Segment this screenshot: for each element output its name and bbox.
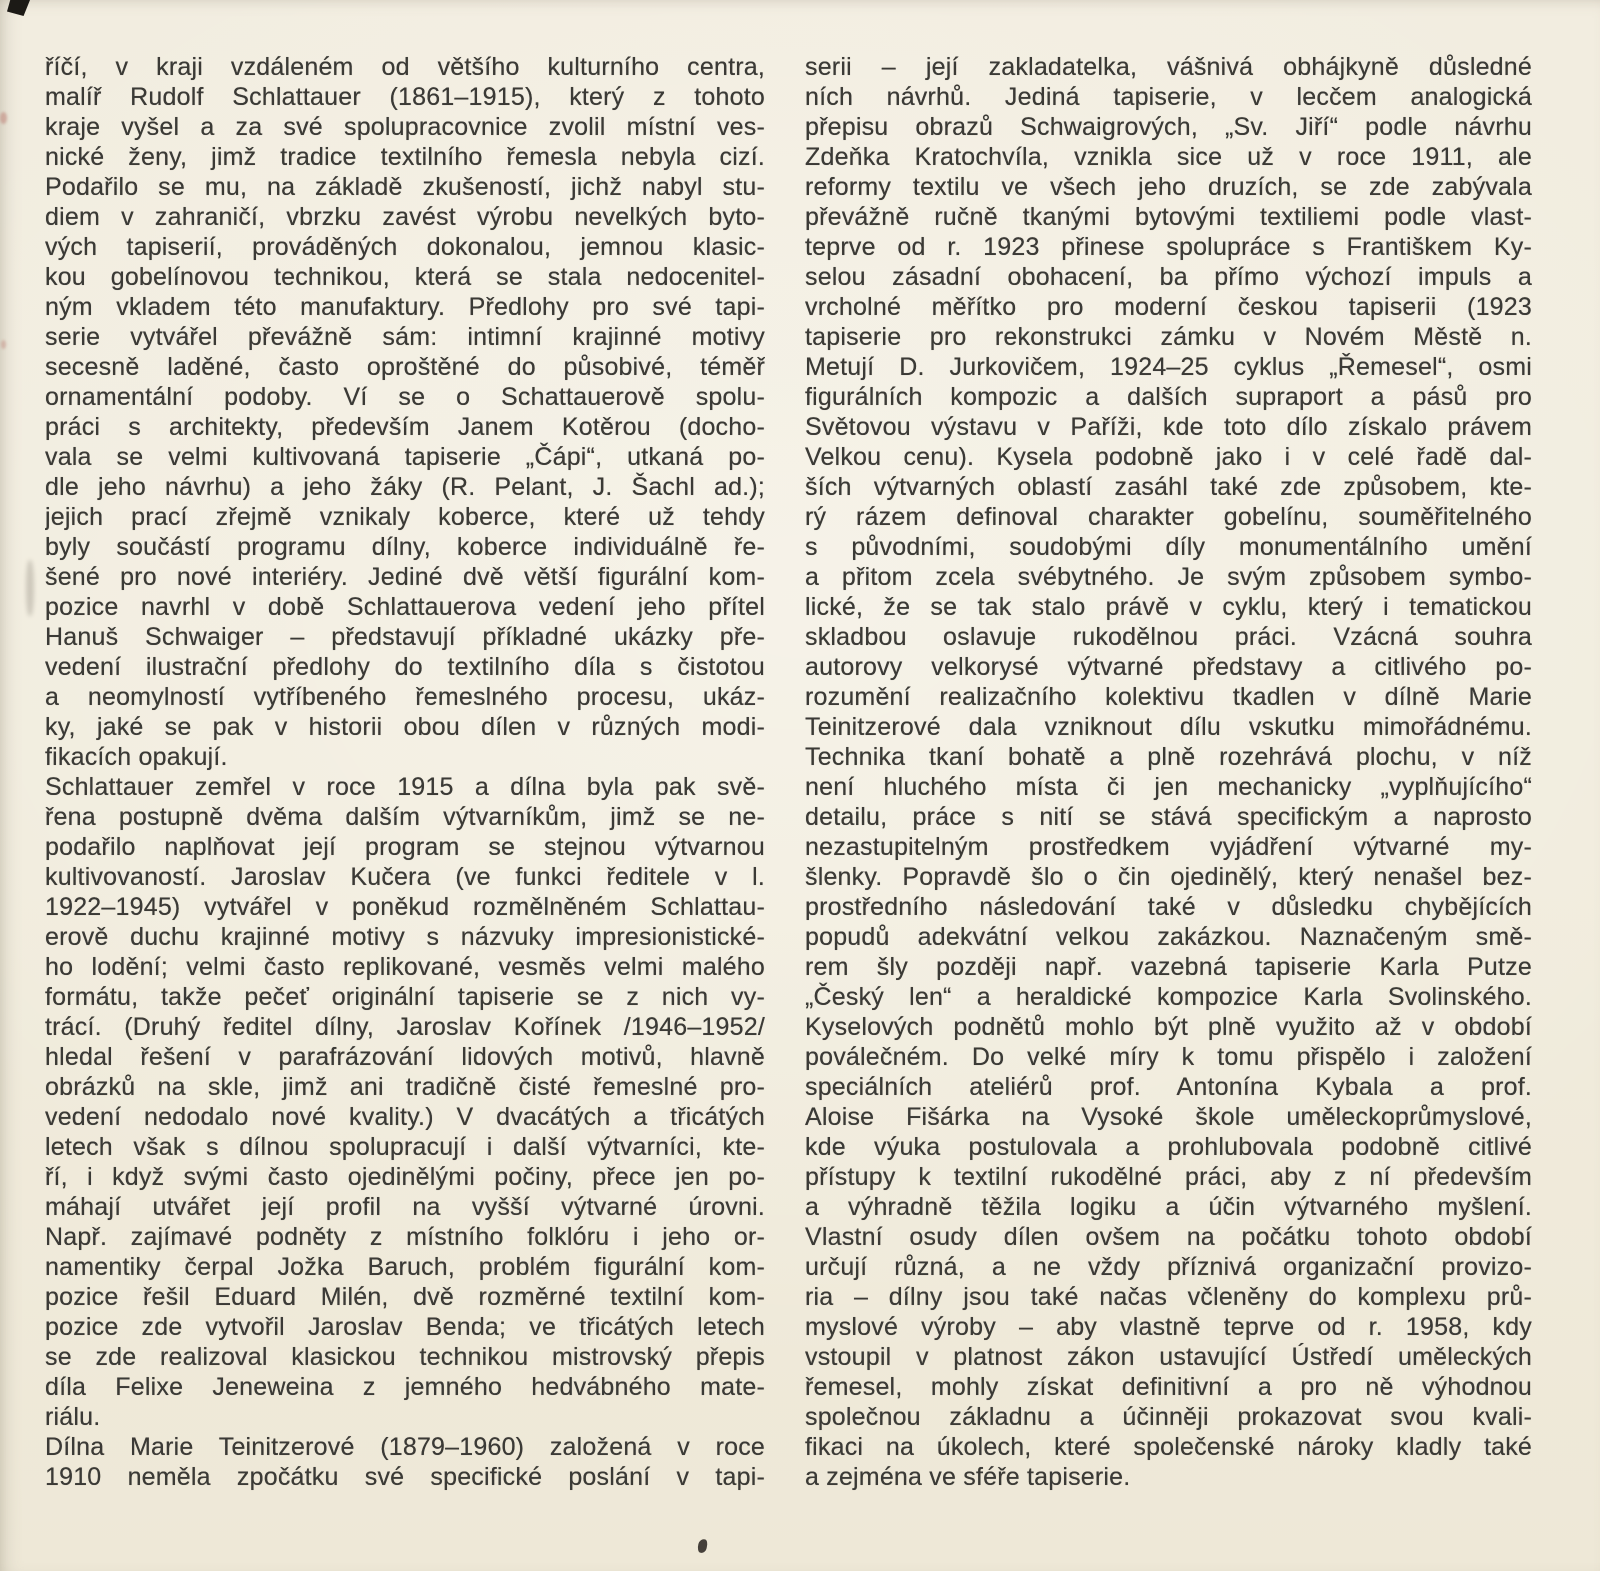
- text-line: 1910 neměla zpočátku své specifické poslání v tapi-: [45, 1463, 765, 1491]
- text-line: Technika tkaní bohatě a plně rozehrává plochu, v níž: [805, 743, 1532, 771]
- text-line: obrázků na skle, jimž ani tradičně čisté řemeslné pro-: [45, 1073, 765, 1101]
- text-line: Metují D. Jurkovičem, 1924–25 cyklus „Řemesel“, osmi: [805, 353, 1532, 381]
- text-line: prostředního následování také v důsledku chybějících: [805, 893, 1532, 921]
- text-line: selou zásadní obohacení, ba přímo výchozí impuls a: [805, 263, 1532, 291]
- left-text-column: [45, 52, 765, 1492]
- text-line: secesně laděné, často oproštěné do působivé, téměř: [45, 353, 765, 381]
- scan-smudge-artifact: [26, 560, 34, 616]
- text-line: a zejména ve sféře tapiserie.: [805, 1463, 1131, 1491]
- text-line: poválečném. Do velké míry k tomu přispělo i založení: [805, 1043, 1532, 1071]
- text-line: riálu.: [45, 1403, 101, 1431]
- text-line: podařilo naplňovat její program se stejnou výtvarnou: [45, 833, 765, 861]
- text-line: rý rázem definoval charakter gobelínu, souměřitelného: [805, 503, 1532, 531]
- text-line: speciálních ateliérů prof. Antonína Kybala a prof.: [805, 1073, 1532, 1101]
- text-line: Světovou výstavu v Paříži, kde toto dílo získalo právem: [805, 413, 1532, 441]
- text-line: ších výtvarných oblastí zasáhl také zde způsobem, kte-: [805, 473, 1532, 501]
- text-line: fikaci na úkolech, které společenské nároky kladly také: [805, 1433, 1532, 1461]
- text-line: Dílna Marie Teinitzerové (1879–1960) založená v roce: [45, 1433, 765, 1461]
- text-line: a výhradně těžila logiku a účin výtvarného myšlení.: [805, 1193, 1532, 1221]
- text-line: erově duchu krajinné motivy s názvuky impresionistické-: [45, 923, 765, 951]
- text-line: 1922–1945) vytvářel v poněkud rozmělněném Schlattau-: [45, 893, 765, 921]
- scan-corner-artifact: [7, 0, 30, 16]
- text-line: tapiserie pro rekonstrukci zámku v Novém Městě n.: [805, 323, 1532, 351]
- text-line: máhají utvářet její profil na vyšší výtvarné úrovni.: [45, 1193, 765, 1221]
- text-line: lické, že se tak stalo právě v cyklu, který i tematickou: [805, 593, 1532, 621]
- text-line: díla Felixe Jeneweina z jemného hedvábného mate-: [45, 1373, 765, 1401]
- text-line: ným vkladem této manufaktury. Předlohy pro své tapi-: [45, 293, 765, 321]
- right-text-column: [805, 52, 1532, 1492]
- text-line: letech však s dílnou spolupracují i další výtvarníci, kte-: [45, 1133, 765, 1161]
- text-line: detailu, práce s nití se stává specifickým a naprosto: [805, 803, 1532, 831]
- text-line: Schlattauer zemřel v roce 1915 a dílna byla pak svě-: [45, 773, 765, 801]
- text-line: kou gobelínovou technikou, která se stala nedocenitel-: [45, 263, 765, 291]
- text-line: ria – dílny jsou také načas včleněny do komplexu prů-: [805, 1283, 1532, 1311]
- text-line: trácí. (Druhý ředitel dílny, Jaroslav Kořínek /1946–1952/: [45, 1013, 765, 1041]
- text-line: Aloise Fišárka na Vysoké škole uměleckoprůmyslové,: [805, 1103, 1532, 1131]
- text-line: figurálních kompozic a dalších supraport a pásů pro: [805, 383, 1532, 411]
- text-line: fikacích opakují.: [45, 743, 228, 771]
- text-line: není hluchého místa či jen mechanicky „vyplňujícího“: [805, 773, 1532, 801]
- text-line: Teinitzerové dala vzniknout dílu vskutku mimořádnému.: [805, 713, 1532, 741]
- text-line: vala se velmi kultivovaná tapiserie „Čápi“, utkaná po-: [45, 443, 765, 471]
- text-line: řemesel, mohly získat definitivní a pro ně výhodnou: [805, 1373, 1532, 1401]
- text-line: a neomylností vytříbeného řemeslného procesu, ukáz-: [45, 683, 765, 711]
- text-line: přístupy k textilní rukodělné práci, aby z ní především: [805, 1163, 1532, 1191]
- text-line: určují různá, a ne vždy příznivá organizační provizo-: [805, 1253, 1532, 1281]
- text-line: ornamentální podoby. Ví se o Schattauerově spolu-: [45, 383, 765, 411]
- text-line: teprve od r. 1923 přinese spolupráce s Františkem Ky-: [805, 233, 1532, 261]
- text-line: namentiky čerpal Jožka Baruch, problém figurální kom-: [45, 1253, 765, 1281]
- text-line: pozice zde vytvořil Jaroslav Benda; ve třicátých letech: [45, 1313, 765, 1341]
- text-line: s původními, soudobými díly monumentálního umění: [805, 533, 1532, 561]
- two-column-text-block: [45, 52, 1532, 1492]
- text-line: vedení ilustrační předlohy do textilního díla s čistotou: [45, 653, 765, 681]
- text-line: formátu, takže pečeť originální tapiserie se z nich vy-: [45, 983, 765, 1011]
- text-line: rem šly později např. vazebná tapiserie Karla Putze: [805, 953, 1532, 981]
- ink-speck-artifact: [696, 1538, 708, 1554]
- text-line: „Český len“ a heraldické kompozice Karla Svolinského.: [805, 983, 1532, 1011]
- text-line: vstoupil v platnost zákon ustavující Ústředí uměleckých: [805, 1343, 1532, 1371]
- text-line: vých tapiserií, prováděných dokonalou, jemnou klasic-: [45, 233, 765, 261]
- text-line: serie vytvářel převážně sám: intimní krajinné motivy: [45, 323, 765, 351]
- text-line: šlenky. Popravdě šlo o čin ojedinělý, který nenašel bez-: [805, 863, 1532, 891]
- text-line: řena postupně dvěma dalším výtvarníkům, jimž se ne-: [45, 803, 765, 831]
- text-line: převážně ručně tkanými bytovými textiliemi podle vlast-: [805, 203, 1532, 231]
- text-line: nické ženy, jimž tradice textilního řemesla nebyla cizí.: [45, 143, 765, 171]
- text-line: Velkou cenu). Kysela podobně jako i v celé řadě dal-: [805, 443, 1532, 471]
- text-line: serii – její zakladatelka, vášnivá obhájkyně důsledné: [805, 53, 1532, 81]
- text-line: ky, jaké se pak v historii obou dílen v různých modi-: [45, 713, 765, 741]
- text-line: pozice navrhl v době Schlattauerova vedení jeho přítel: [45, 593, 765, 621]
- text-line: pozice řešil Eduard Milén, dvě rozměrné textilní kom-: [45, 1283, 765, 1311]
- text-line: autorovy velkorysé výtvarné představy a citlivého po-: [805, 653, 1532, 681]
- text-line: vrcholné měřítko pro moderní českou tapiserii (1923: [805, 293, 1532, 321]
- text-line: ří, i když svými často ojedinělými počiny, přece jen po-: [45, 1163, 765, 1191]
- text-line: byly součástí programu dílny, koberce individuálně ře-: [45, 533, 765, 561]
- text-line: hledal řešení v parafrázování lidových motivů, hlavně: [45, 1043, 765, 1071]
- text-line: dle jeho návrhu) a jeho žáky (R. Pelant, J. Šachl ad.);: [45, 473, 765, 501]
- text-line: kde výuka postulovala a prohlubovala podobně citlivé: [805, 1133, 1532, 1161]
- text-line: se zde realizoval klasickou technikou mistrovský přepis: [45, 1343, 765, 1371]
- text-line: popudů adekvátní velkou zakázkou. Naznačeným smě-: [805, 923, 1532, 951]
- text-line: kraje vyšel a za své spolupracovnice zvolil místní ves-: [45, 113, 765, 141]
- text-line: malíř Rudolf Schlattauer (1861–1915), který z tohoto: [45, 83, 765, 111]
- text-line: Vlastní osudy dílen ovšem na počátku tohoto období: [805, 1223, 1532, 1251]
- paper-speck-artifact: [1, 340, 6, 349]
- text-line: a přitom zcela svébytného. Je svým způsobem symbo-: [805, 563, 1532, 591]
- text-line: šené pro nové interiéry. Jediné dvě větší figurální kom-: [45, 563, 765, 591]
- text-line: skladbou oslavuje rukodělnou práci. Vzácná souhra: [805, 623, 1532, 651]
- text-line: Kyselových podnětů mohlo být plně využito až v období: [805, 1013, 1532, 1041]
- text-line: nezastupitelným prostředkem vyjádření výtvarné my-: [805, 833, 1532, 861]
- text-line: ních návrhů. Jediná tapiserie, v lecčem analogická: [805, 83, 1532, 111]
- text-line: vedení nedodalo nové kvality.) V dvacátých a třicátých: [45, 1103, 765, 1131]
- text-line: rozumění realizačního kolektivu tkadlen v dílně Marie: [805, 683, 1532, 711]
- text-line: Hanuš Schwaiger – představují příkladné ukázky pře-: [45, 623, 765, 651]
- text-line: ho lodění; velmi často replikované, vesměs velmi malého: [45, 953, 765, 981]
- text-line: Zdeňka Kratochvíla, vznikla sice už v roce 1911, ale: [805, 143, 1532, 171]
- text-line: Podařilo se mu, na základě zkušeností, jichž nabyl stu-: [45, 173, 765, 201]
- text-line: reformy textilu ve všech jeho druzích, se zde zabývala: [805, 173, 1532, 201]
- text-line: říčí, v kraji vzdáleném od většího kulturního centra,: [45, 53, 765, 81]
- paper-speck-artifact: [0, 112, 7, 124]
- text-line: práci s architekty, především Janem Kotěrou (docho-: [45, 413, 765, 441]
- text-line: společnou základnu a účinněji prokazovat svou kvali-: [805, 1403, 1532, 1431]
- text-line: jejich prací zřejmě vznikaly koberce, které už tehdy: [45, 503, 765, 531]
- text-line: myslové výroby – aby vlastně teprve od r. 1958, kdy: [805, 1313, 1532, 1341]
- text-line: diem v zahraničí, vbrzku zavést výrobu nevelkých byto-: [45, 203, 765, 231]
- text-line: Např. zajímavé podněty z místního folklóru i jeho or-: [45, 1223, 765, 1251]
- text-line: kultivovaností. Jaroslav Kučera (ve funkci ředitele v l.: [45, 863, 765, 891]
- text-line: přepisu obrazů Schwaigrových, „Sv. Jiří“ podle návrhu: [805, 113, 1532, 141]
